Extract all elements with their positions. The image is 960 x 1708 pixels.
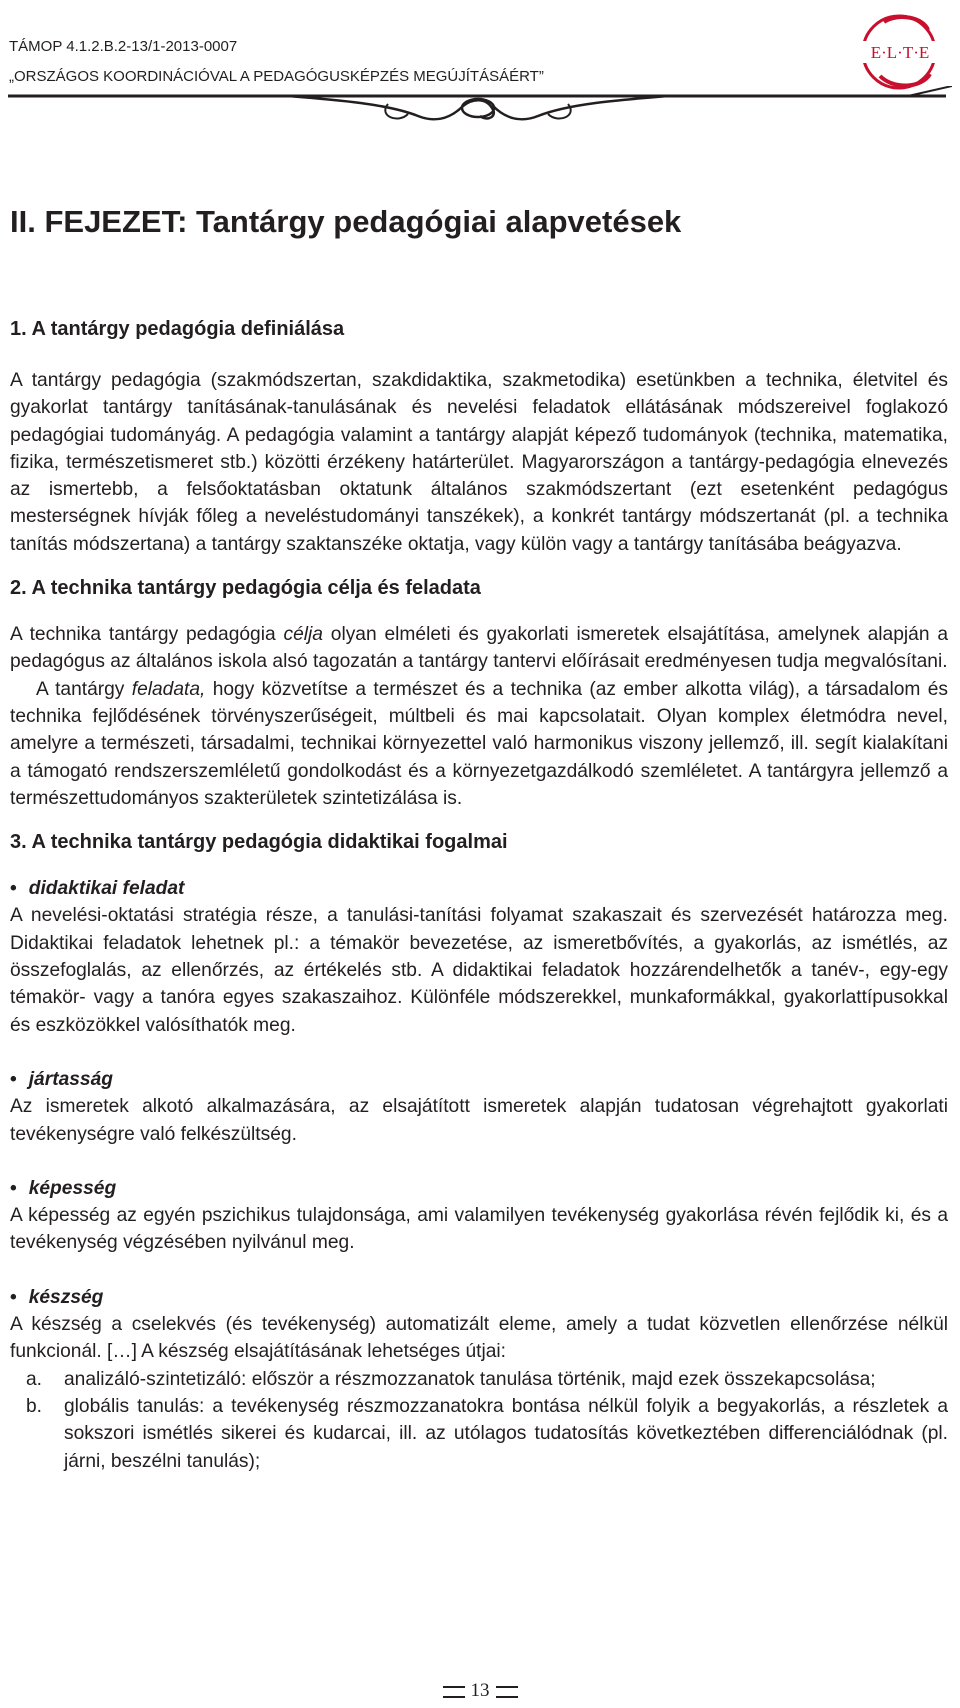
page-number-ornament-left xyxy=(443,1686,465,1698)
bullet-icon: • xyxy=(10,1286,17,1308)
task-term: feladata, xyxy=(131,678,206,700)
page-number: 13 xyxy=(430,1680,530,1702)
list-item: b. globális tanulás: a tevékenység részmozzanatokra bontása nélkül folyik a begyakorlás, a részletek a sokszori ismétlés sikerei és kudarcai, ill. az utólagos tudatosítás következtében differenciálódnak (pl. járni, beszélni tanulás); xyxy=(10,1393,948,1475)
concept-term: • képesség xyxy=(10,1177,117,1199)
goal-term: célja xyxy=(283,624,323,646)
concept-definition: A képesség az egyén pszichikus tulajdonsága, ami valamilyen tevékenység gyakorlása révén fejlődik ki, és a tevékenység végzésében nyilvánul meg. xyxy=(10,1205,948,1254)
concept-term: • jártasság xyxy=(10,1068,113,1090)
section-2-title: 2. A technika tantárgy pedagógia célja és feladata xyxy=(10,577,481,600)
concept-kepesseg xyxy=(10,1175,948,1257)
section-3-title: 3. A technika tantárgy pedagógia didaktikai fogalmai xyxy=(10,831,508,854)
header-project-code: TÁMOP 4.1.2.B.2-13/1-2013-0007 xyxy=(9,38,238,55)
logo-text: E·L·T·E xyxy=(870,43,930,62)
bullet-icon: • xyxy=(10,878,17,900)
list-marker: b. xyxy=(26,1395,43,1417)
header-project-title: „ORSZÁGOS KOORDINÁCIÓVAL A PEDAGÓGUSKÉPZÉS MEGÚJÍTÁSÁÉRT” xyxy=(9,68,544,85)
concept-keszseg xyxy=(10,1284,948,1475)
elte-logo xyxy=(844,8,954,98)
skill-acquisition-list xyxy=(10,1366,948,1475)
page-content xyxy=(10,190,948,1475)
concept-jartassag xyxy=(10,1066,948,1148)
bullet-icon: • xyxy=(10,1068,17,1090)
section-1-paragraph: A tantárgy pedagógia (szakmódszertan, szakdidaktika, szakmetodika) esetünkben a technika, életvitel és gyakorlat tantárgy tanításának-tanulásának és nevelési feladatok ellátásának módszereivel foglakozó pedagógiai tudományág. A pedagógia valamint a tantárgy alapját képező tudományok (technika, matematika, fizika, természetismeret stb.) közötti érzékeny határterület. Magyarországon a tantárgy-pedagógia elnevezés az ismertebb, a felsőoktatásban oktatunk általános szakmódszertant (ezt esetenként pedagógus mesterségnek hívják főleg a neveléstudományi tanszékek), a konkrét tantárgy módszertanát (pl. a technika tanítás módszertana) a tantárgy szaktanszéke oktatja, vagy külön vagy a tantárgy tanításába beágyazva. xyxy=(10,370,948,555)
concept-term: • készség xyxy=(10,1286,104,1308)
concept-didaktikai-feladat xyxy=(10,875,948,1039)
concept-term: • didaktikai feladat xyxy=(10,878,185,900)
header-ornament xyxy=(8,86,952,132)
section-2-goal-paragraph: A technika tantárgy pedagógia célja olyan elméleti és gyakorlati ismeretek elsajátítása, amelynek alapján a pedagógus az általános iskola alsó tagozatán a tantárgy tantervi előírásait eredményesen tudja megvalósítani. xyxy=(10,624,948,673)
list-item: a. analizáló-szintetizáló: először a részmozzanatok tanulása történik, majd ezek összekapcsolása; xyxy=(10,1366,948,1393)
concept-definition: A nevelési-oktatási stratégia része, a tanulási-tanítási folyamat szakaszait és szervezését határozza meg. Didaktikai feladatok lehetnek pl.: a témakör bevezetése, az ismeretbővítés, a gyakorlás, az ismétlés, az összefoglalás, az ellenőrzés, az értékelés stb. A didaktikai feladatok hozzárendelhetők a tanév-, egy-egy témakör- vagy a tanóra egyes szakaszaihoz. Különféle módszerekkel, munkaformákkal, gyakorlattípusokkal és eszközökkel valósíthatók meg. xyxy=(10,905,948,1036)
page-number-ornament-right xyxy=(496,1686,518,1698)
concept-definition: A készség a cselekvés (és tevékenység) automatizált eleme, amely a tudat közvetlen ellenőrzése nélkül funkcionál. […] A készség elsajátításának lehetséges útjai: xyxy=(10,1314,948,1363)
bullet-icon: • xyxy=(10,1177,17,1199)
chapter-title: II. FEJEZET: Tantárgy pedagógiai alapvetések xyxy=(10,204,682,239)
concept-definition: Az ismeretek alkotó alkalmazására, az elsajátított ismeretek alapján tudatosan végrehajtott gyakorlati tevékenységre való felkészültség. xyxy=(10,1096,948,1145)
section-2-task-paragraph: A tantárgy feladata, hogy közvetítse a természet és a technika (az ember alkotta világ), a társadalom és technika fejlődésének törvényszerűségeit, múltbeli és mai kapcsolatait. Olyan komplex életmódra nevel, amelyre a természeti, társadalmi, technikai környezettel való harmonikus viszony jellemző, ill. segít kialakítani a támogató rendszerszemléletű gondolkodást és a környezetgazdálkodó szemléletet. A tantárgyra jellemző a természettudományos szakterületek szintetizálása is. xyxy=(10,678,948,809)
list-marker: a. xyxy=(26,1368,43,1390)
section-1-title: 1. A tantárgy pedagógia definiálása xyxy=(10,318,345,340)
